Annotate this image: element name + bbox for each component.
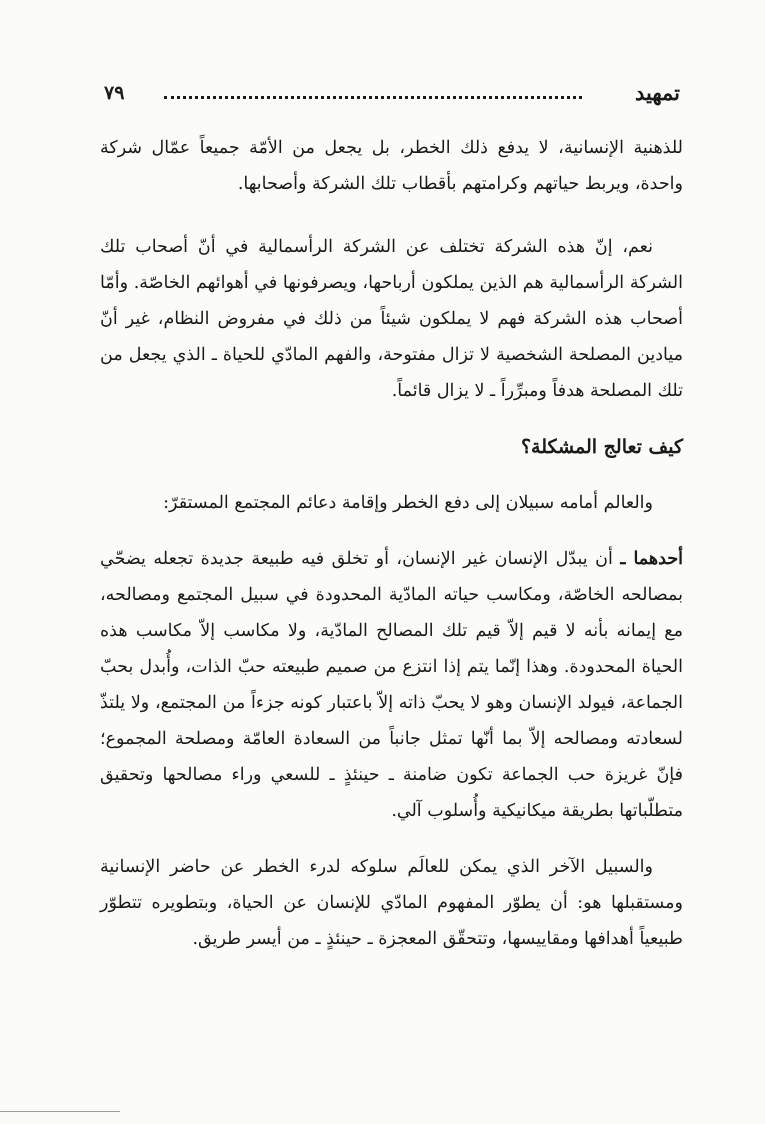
paragraph-second-way: والسبيل الآخر الذي يمكن للعالَم سلوكه لدرء الخطر عن حاضر الإنسانية ومستقبلها هو: أن يطوّر المفهوم المادّي للإنسان عن الحياة، وبتطويره تتطوّر طبيعياً أهدافها ومقاييسها، وتتحقّق المعجزة ـ حينئذٍ ـ من أيسر طريق.	[100, 857, 683, 949]
section-heading: كيف تعالج المشكلة؟	[520, 436, 683, 458]
first-way-text: أن يبدّل الإنسان غير الإنسان، أو تخلق فيه طبيعة جديدة تجعله يضحّي بمصالحه الخاصّة، ومكاسب حياته المادّية المحدودة في سبيل المجتمع ومصالحه، مع إيمانه بأنه لا قيم إلاّ قيم تلك المصالح المادّية، ولا مكاسب إلاّ مكاسب هذه الحياة المحدودة. وهذا إنّما يتم إذا انتزع من صميم طبيعته حبّ الذات، وأُبدل بحبّ الجماعة، فيولد الإنسان وهو لا يحبّ ذاته إلاّ باعتبار كونه جزءاً من المجتمع، ولا يلتذّ لسعادته ومصالحه إلاّ بما أنّها تمثل جانباً من السعادة العامّة ومصلحة المجموع؛ فإنّ غريزة حب الجماعة تكون ضامنة ـ حينئذٍ ـ للسعي وراء مصالحها وتحقيق متطلّباتها بطريقة ميكانيكية وأُسلوب آلي.	[100, 549, 683, 821]
running-header	[104, 78, 680, 108]
footnote-rule	[0, 1111, 120, 1112]
paragraph-first-way	[100, 541, 683, 829]
paragraph-two-ways: والعالم أمامه سبيلان إلى دفع الخطر وإقامة دعائم المجتمع المستقرّ:	[163, 493, 653, 513]
first-way-label: أحدهما ـ	[620, 549, 683, 569]
paragraph-capitalist-company: نعم، إنّ هذه الشركة تختلف عن الشركة الرأسمالية في أنّ أصحاب تلك الشركة الرأسمالية هم الذين يملكون أرباحها، ويصرفونها في أهوائهم الخاصّة. وأمّا أصحاب هذه الشركة فهم لا يملكون شيئاً من ذلك في مفروض النظام، غير أنّ ميادين المصلحة الشخصية لا تزال مفتوحة، والفهم المادّي للحياة ـ الذي يجعل من تلك المصلحة هدفاً ومبرِّراً ـ لا يزال قائماً.	[100, 237, 683, 401]
dot-leader	[164, 96, 582, 99]
section-title: تمهيد	[634, 80, 680, 105]
page-number: ٧٩	[104, 82, 125, 104]
page-body	[100, 130, 683, 957]
paragraph-continuation: للذهنية الإنسانية، لا يدفع ذلك الخطر، بل يجعل من الأمّة جميعاً عمّال شركة واحدة، ويربط حياتهم وكرامتهم بأقطاب تلك الشركة وأصحابها.	[100, 138, 683, 194]
